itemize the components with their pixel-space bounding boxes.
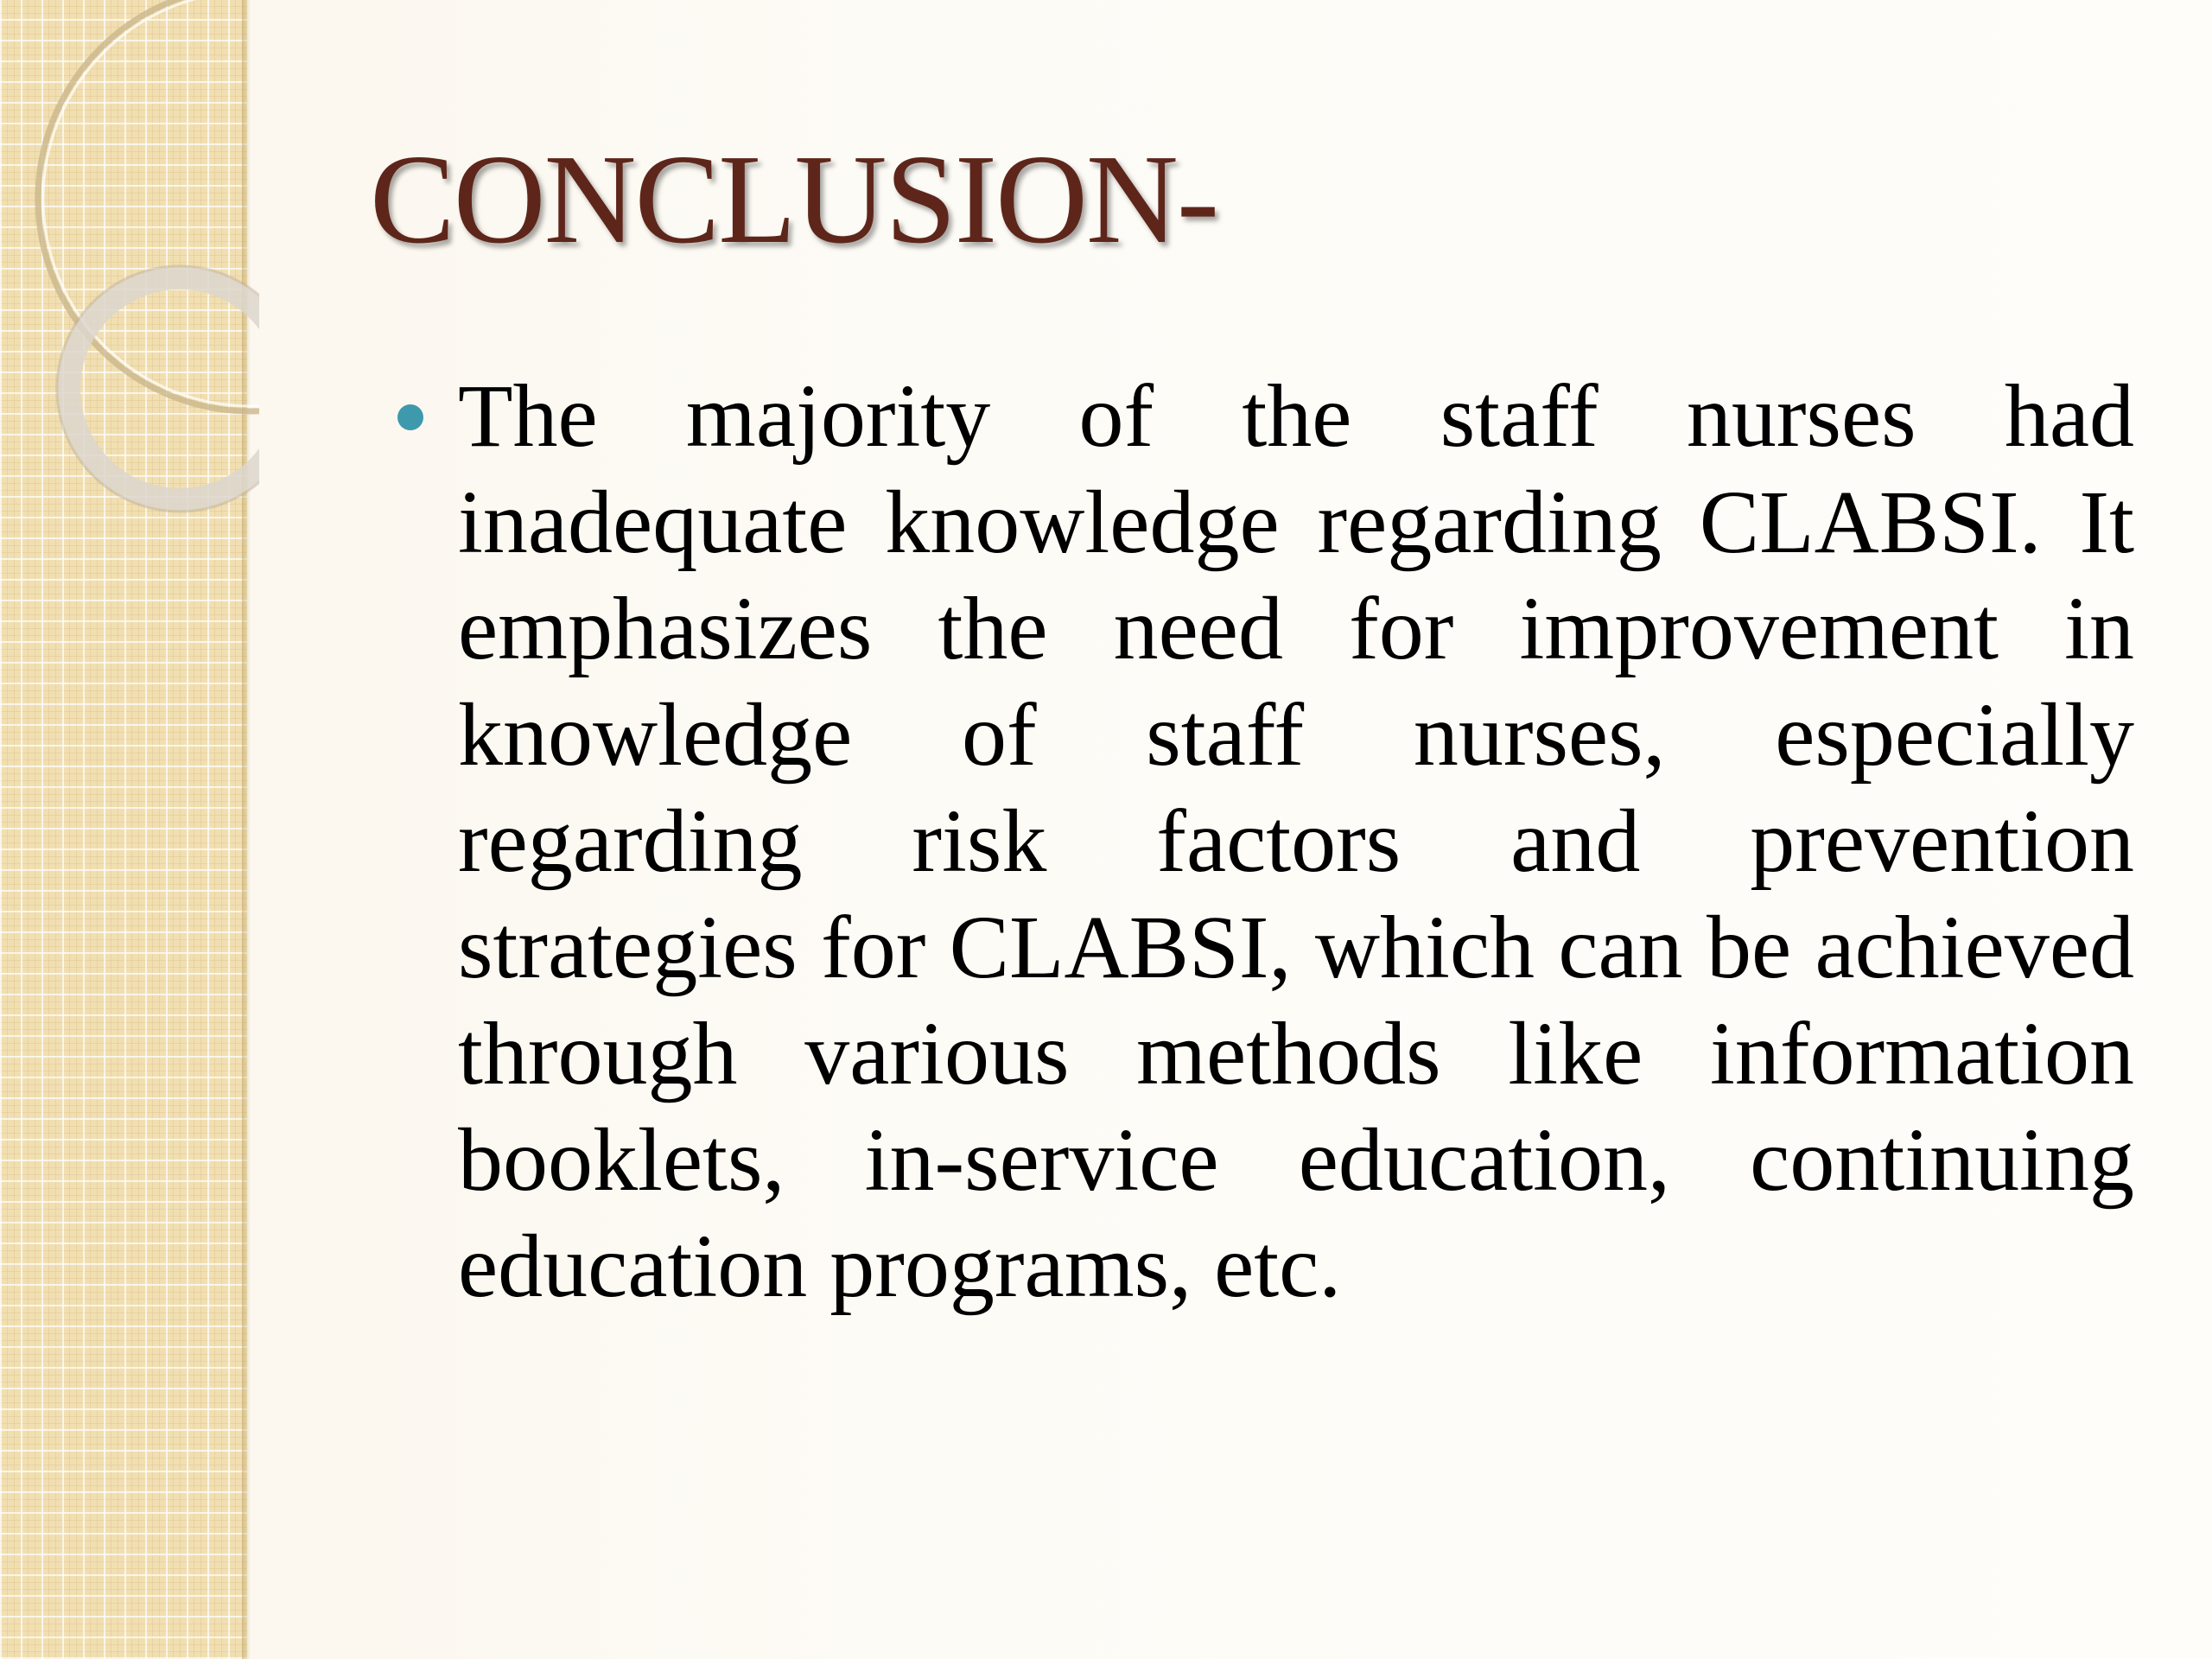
- bullet-dot-icon: [397, 404, 423, 430]
- slide-title: CONCLUSION-: [370, 129, 1218, 270]
- bullet-item: [397, 363, 2134, 1319]
- decorative-rings-icon: [0, 0, 259, 553]
- bullet-list: [397, 363, 2134, 1319]
- bullet-text: The majority of the staff nurses had inadequate knowledge regarding CLABSI. It emphasizes the need for improvement in knowledge of staff nurses, especially regarding risk factors and prevention strategies for CLABSI, which can be achieved through various methods like information booklets, in-service education, continuing education programs, etc.: [458, 366, 2134, 1316]
- small-ring: [69, 278, 259, 499]
